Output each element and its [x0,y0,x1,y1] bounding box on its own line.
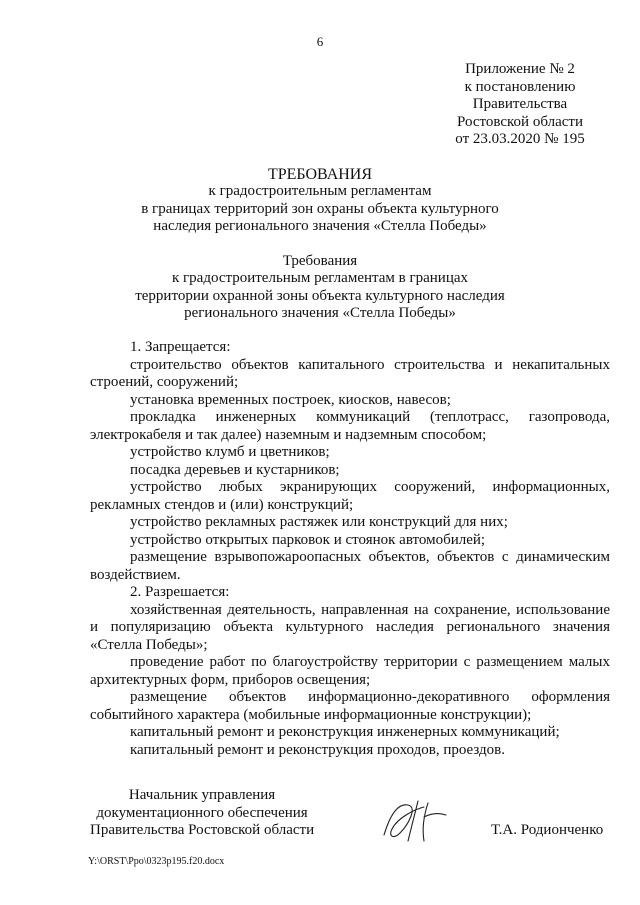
list-item: строительство объектов капитального строительства и некапитальных строений, сооружений; [90,356,610,390]
title-line: наследия регионального значения «Стелла Победы» [153,218,487,235]
appendix-line: Ростовской области [457,113,583,130]
list-item: капитальный ремонт и реконструкция инженерных коммуникаций; [130,724,560,740]
list-item: устройство клумб и цветников; [130,444,330,460]
list-item: капитальный ремонт и реконструкция проходов, проездов. [130,741,506,758]
page-number: 6 [316,34,324,49]
subtitle-line: Требования [282,253,358,269]
list-item: проведение работ по благоустройству территории с размещением малых архитектурных форм, приборов освещения; [90,654,610,688]
appendix-line: от 23.03.2020 № 195 [455,131,585,148]
title-main: ТРЕБОВАНИЯ [267,166,373,183]
document-body [90,339,610,759]
appendix-line: к постановлению [464,78,576,95]
list-item: размещение объектов информационно-декоративного оформления событийного характера (мобильные информационные конструкции); [90,689,610,723]
list-item: устройство рекламных растяжек или конструкций для них; [130,514,508,530]
subtitle-line: территории охранной зоны объекта культурного наследия [135,287,505,304]
list-item: посадка деревьев и кустарников; [130,461,340,478]
list-item: прокладка инженерных коммуникаций (теплотрасс, газопровода, электрокабеля и так далее) наземным и надземным способом; [90,409,610,443]
section-subtitle [60,253,580,323]
signatory-name: Т.А. Родионченко [491,822,604,838]
list-item: установка временных построек, киосков, навесов; [130,391,451,408]
signatory-position [90,787,314,840]
list-item: хозяйственная деятельность, направленная на сохранение, использование и популяризацию объекта культурного наследия регионального значения «Стелла Победы»; [90,601,610,653]
section-heading-prohibited: 1. Запрещается: [130,339,231,355]
appendix-line: Правительства [472,96,568,113]
subtitle-line: регионального значения «Стелла Победы» [184,305,456,322]
position-line: документационного обеспечения [96,804,308,821]
appendix-line: Приложение № 2 [465,61,575,77]
title-line: в границах территорий зон охраны объекта культурного [141,200,499,217]
title-line: к градостроительным регламентам [208,183,432,200]
position-line: Правительства Ростовской области [90,822,315,838]
appendix-header [435,61,605,149]
file-path-footer: Y:\ORST\Ppo\0323p195.f20.docx [88,856,225,867]
subtitle-line: к градостроительным регламентам в границах [171,270,469,287]
section-heading-permitted: 2. Разрешается: [130,584,230,600]
list-item: устройство любых экранирующих сооружений, информационных, рекламных стендов и (или) конструкций; [90,479,610,513]
handwritten-signature [378,795,450,847]
document-title [60,166,580,236]
list-item: устройство открытых парковок и стоянок автомобилей; [130,531,486,548]
list-item: размещение взрывопожароопасных объектов, объектов с динамическим воздействием. [90,549,610,583]
position-line: Начальник управления [128,787,276,803]
